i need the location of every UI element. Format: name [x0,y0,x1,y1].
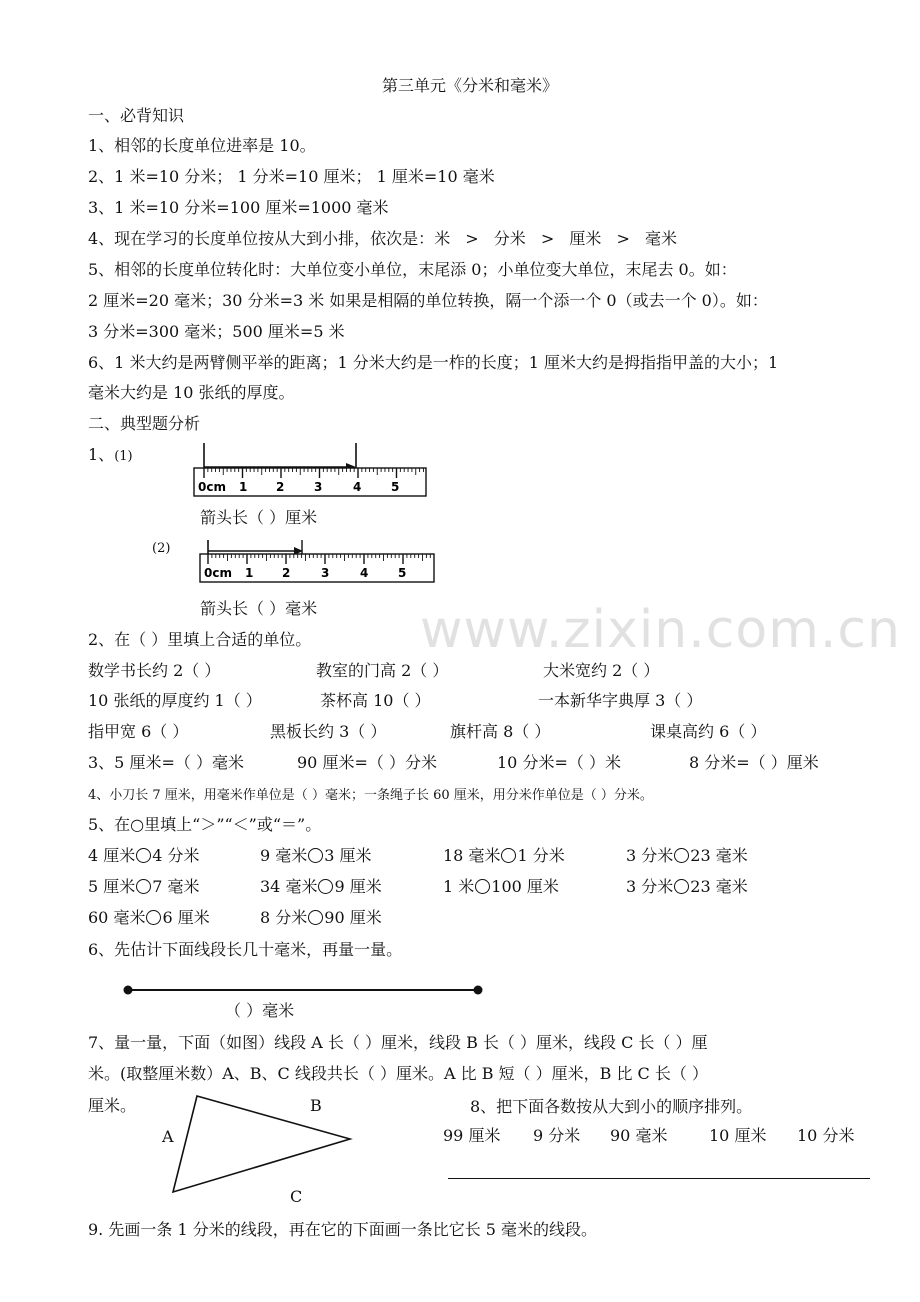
segment-endpoint-right [474,986,483,995]
greater-than-symbol: > [540,229,555,248]
unit-cm: 厘米 [569,229,602,248]
compare-item: 3 分米 23 毫米 [626,877,748,896]
q9-text: 9. 先画一条 1 分米的线段，再在它的下面画一条比它长 5 毫米的线段。 [88,1220,598,1239]
q7-line2: 米。(取整厘米数）A、B、C 线段共长（ ）厘米。A 比 B 短（ ）厘米，B 比 C 长（ ） [88,1064,708,1083]
q8-item: 9 分米 [533,1126,581,1145]
q3-item: 3、5 厘米=（ ）毫米 [88,753,244,772]
ruler-1-tick-0: 0cm [198,480,226,494]
section2-heading: 二、典型题分析 [88,414,201,433]
unit-mm: 毫米 [645,229,678,248]
q2-item: 一本新华字典厚 3（ ） [538,691,703,710]
knowledge-line-3: 3、1 米=10 分米=100 厘米=1000 毫米 [88,198,389,217]
knowledge-line-2: 2、1 米=10 分米； 1 分米=10 厘米； 1 厘米=10 毫米 [88,167,495,186]
segment-endpoint-left [124,986,133,995]
ruler-2-tick-3: 3 [321,566,330,580]
triangle-label-c: C [290,1187,303,1206]
compare-item: 18 毫米 1 分米 [443,846,565,865]
ruler-1-tick-3: 3 [314,480,323,494]
q7-line3: 厘米。 [88,1096,137,1115]
page-title: 第三单元《分米和毫米》 [382,76,559,95]
q6-segment [120,982,490,998]
q3-item: 10 分米=（ ）米 [497,753,621,772]
compare-item: 60 毫米 6 厘米 [88,908,210,927]
q4-text: 4、小刀长 7 厘米，用毫米作单位是（ ）毫米；一条绳子长 60 厘米，用分米作单位是（ ）分米。 [88,788,653,803]
q2-item: 指甲宽 6（ ） [88,722,189,741]
q1-answer-1: 箭头长（ ）厘米 [200,508,318,527]
compare-circle[interactable] [475,879,490,894]
q2-item: 黑板长约 3（ ） [270,722,387,741]
compare-item: 3 分米 23 毫米 [626,846,748,865]
compare-circle[interactable] [308,848,323,863]
ruler-2 [196,536,438,586]
ruler-2-tick-1: 1 [245,566,254,580]
q2-item: 教室的门高 2（ ） [316,661,449,680]
compare-circle[interactable] [136,879,151,894]
ruler-2-tick-5: 5 [398,566,407,580]
section1-heading: 一、必背知识 [88,106,185,125]
q8-item: 90 毫米 [610,1126,668,1145]
q2-item: 数学书长约 2（ ） [88,661,221,680]
q5-title: 5、在○里填上“＞”“＜”或“＝”。 [88,815,322,834]
q8-item: 10 厘米 [709,1126,767,1145]
ruler-1-tick-4: 4 [353,480,362,494]
q2-item: 茶杯高 10（ ） [320,691,431,710]
q1-label: 1、(1) [88,445,133,464]
compare-item: 34 毫米 9 厘米 [260,877,382,896]
knowledge-line-5c: 3 分米=300 毫米；500 厘米=5 米 [88,322,345,341]
compare-circle[interactable] [318,879,333,894]
q8-item: 10 分米 [797,1126,855,1145]
knowledge-line-4 [88,228,677,250]
triangle-figure [160,1090,370,1200]
q8-title: 8、把下面各数按从大到小的顺序排列。 [470,1097,753,1116]
q2-item: 10 张纸的厚度约 1（ ） [88,691,262,710]
q1-part1-label: (1) [114,449,133,464]
knowledge-line-1: 1、相邻的长度单位进率是 10。 [88,136,316,155]
ruler-2-tick-2: 2 [282,566,291,580]
compare-circle[interactable] [501,848,516,863]
q8-item: 99 厘米 [443,1126,501,1145]
knowledge-line-6: 6、1 米大约是两臂侧平举的距离；1 分米大约是一柞的长度；1 厘米大约是拇指指甲盖的大小；1 [88,353,779,372]
compare-circle[interactable] [308,910,323,925]
compare-item: 4 厘米 4 分米 [88,846,200,865]
ruler-1-tick-2: 2 [276,480,285,494]
compare-item: 9 毫米 3 厘米 [260,846,372,865]
ruler-2-tick-4: 4 [360,566,369,580]
q2-item: 大米宽约 2（ ） [543,661,660,680]
ruler-1 [190,438,430,500]
knowledge-line-5: 5、相邻的长度单位转化时：大单位变小单位，末尾添 0；小单位变大单位，末尾去 0。如： [88,260,737,279]
q3-item: 90 厘米=（ ）分米 [297,753,437,772]
knowledge-line-5b: 2 厘米=20 毫米；30 分米=3 米 如果是相隔的单位转换，隔一个添一个 0（或去一个 0）。如： [88,291,768,310]
q6-title: 6、先估计下面线段长几十毫米，再量一量。 [88,940,403,959]
unit-m: 米 [434,229,451,248]
unit-dm: 分米 [493,229,526,248]
q2-item: 课桌高约 6（ ） [650,722,767,741]
greater-than-symbol: > [465,229,479,248]
q2-title: 2、在（ ）里填上合适的单位。 [88,630,312,649]
ruler-1-tick-5: 5 [391,480,400,494]
triangle-label-a: A [162,1127,174,1146]
compare-circle[interactable] [136,848,151,863]
q1-answer-2: 箭头长（ ）毫米 [200,599,318,618]
q3-item: 8 分米=（ ）厘米 [689,753,819,772]
q1-part2-label: (2) [152,541,171,556]
compare-item: 8 分米 90 厘米 [260,908,382,927]
triangle-label-b: B [310,1096,322,1115]
q8-answer-line[interactable] [448,1178,870,1179]
ruler-2-tick-0: 0cm [204,566,232,580]
knowledge-line-6b: 毫米大约是 10 张纸的厚度。 [88,383,295,402]
order-prefix: 4、现在学习的长度单位按从大到小排，依次是： [88,229,435,248]
compare-item: 5 厘米 7 毫米 [88,877,200,896]
q7-line1: 7、量一量，下面（如图）线段 A 长（ ）厘米，线段 B 长（ ）厘米，线段 C 长（ ）厘 [88,1033,708,1052]
compare-item: 1 米 100 厘米 [443,877,559,896]
ruler-1-tick-1: 1 [239,480,248,494]
compare-circle[interactable] [674,879,689,894]
q6-answer: （ ）毫米 [225,1001,295,1020]
q2-item: 旗杆高 8（ ） [450,722,551,741]
compare-circle[interactable] [146,910,161,925]
greater-than-symbol: > [616,229,630,248]
watermark: www.zixin.com.cn [420,600,901,660]
compare-circle[interactable] [674,848,689,863]
